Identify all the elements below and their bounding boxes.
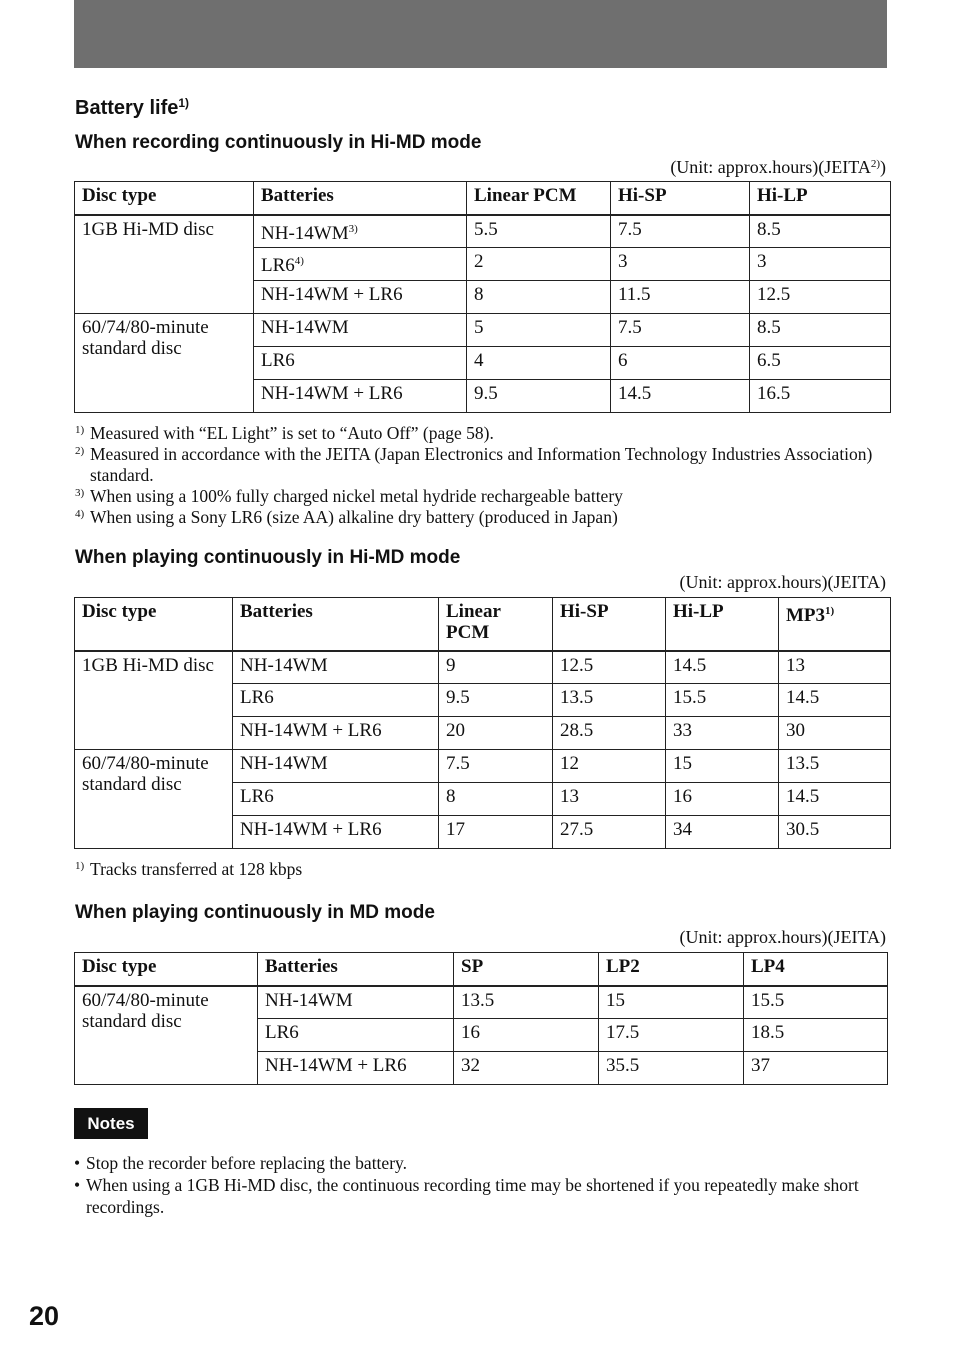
battery-cell: LR6 [254,347,467,380]
value-cell: 7.5 [611,314,750,347]
playing-md-unit: (Unit: approx.hours)(JEITA) [679,927,886,947]
value-cell: 12.5 [750,281,891,314]
section-title: Battery life$^{1)}$ [75,96,190,119]
battery-cell: NH-14WM$^{3)}$ [254,215,467,248]
column-header: Linear PCM [467,182,611,215]
value-cell: 14.5 [611,380,750,413]
recording-hi-md-unit: (Unit: approx.hours)(JEITA$^{2)}$) [670,157,886,177]
column-header: Hi-LP [750,182,891,215]
notes-label: Notes [74,1108,148,1139]
disc-type-cell: 60/74/80-minute standard disc [75,314,254,413]
footnote [75,486,875,507]
footnote-text: When using a 100% fully charged nickel metal hydride rechargeable battery [90,486,623,506]
playing-hi-md-table [74,597,891,849]
value-cell: 7.5 [611,215,750,248]
column-header: SP [454,953,599,986]
value-cell: 15.5 [744,986,888,1019]
disc-type-cell: 1GB Hi-MD disc [75,651,233,750]
value-cell: 8.5 [750,314,891,347]
column-header: Batteries [258,953,454,986]
battery-cell: NH-14WM + LR6 [254,281,467,314]
header-bar [74,0,887,68]
table-header-row [75,182,891,215]
value-cell: 16 [454,1019,599,1052]
playing-hi-md-footnotes [75,859,875,880]
battery-cell: LR6$^{4)}$ [254,248,467,281]
note-item: • When using a 1GB Hi-MD disc, the continuous recording time may be shortened if you repeatedly make short recordings. [74,1175,859,1217]
disc-type-cell: 60/74/80-minute standard disc [75,750,233,849]
value-cell: 9.5 [439,684,553,717]
battery-cell: LR6 [233,783,439,816]
value-cell: 12 [553,750,666,783]
column-header: Disc type [75,182,254,215]
value-cell: 7.5 [439,750,553,783]
column-header: LP2 [599,953,744,986]
battery-cell: NH-14WM + LR6 [254,380,467,413]
column-header: Batteries [233,598,439,651]
recording-hi-md-table [74,181,891,413]
value-cell: 14.5 [666,651,779,684]
battery-cell: LR6 [233,684,439,717]
value-cell: 9.5 [467,380,611,413]
table-row [75,215,891,248]
value-cell: 12.5 [553,651,666,684]
playing-hi-md-heading: When playing continuously in Hi-MD mode [75,547,461,568]
footnote-mark: 3) [75,487,85,499]
footnote [75,423,875,444]
footnote [75,507,875,528]
value-cell: 2 [467,248,611,281]
value-cell: 20 [439,717,553,750]
recording-hi-md-footnotes [75,423,875,528]
value-cell: 37 [744,1052,888,1085]
battery-cell: NH-14WM + LR6 [258,1052,454,1085]
value-cell: 13.5 [553,684,666,717]
value-cell: 9 [439,651,553,684]
playing-md-heading: When playing continuously in MD mode [75,902,435,923]
recording-hi-md-heading: When recording continuously in Hi-MD mode [75,132,482,153]
value-cell: 13 [779,651,891,684]
column-header: LP4 [744,953,888,986]
value-cell: 13.5 [779,750,891,783]
playing-hi-md-unit: (Unit: approx.hours)(JEITA) [679,572,886,592]
value-cell: 17.5 [599,1019,744,1052]
column-header: Hi-LP [666,598,779,651]
table-header-row [75,598,891,651]
footnote-mark: 4) [75,508,85,520]
battery-cell: NH-14WM [233,750,439,783]
column-header: Linear PCM [439,598,553,651]
value-cell: 30.5 [779,816,891,849]
column-header: Hi-SP [611,182,750,215]
value-cell: 6.5 [750,347,891,380]
value-cell: 27.5 [553,816,666,849]
value-cell: 5.5 [467,215,611,248]
battery-cell: NH-14WM [233,651,439,684]
value-cell: 13.5 [454,986,599,1019]
note-item: • Stop the recorder before replacing the battery. [74,1153,408,1173]
footnote-mark: 2) [75,445,85,457]
value-cell: 35.5 [599,1052,744,1085]
column-header: Batteries [254,182,467,215]
value-cell: 32 [454,1052,599,1085]
value-cell: 15 [666,750,779,783]
disc-type-cell: 60/74/80-minute standard disc [75,986,258,1085]
bullet-icon: • [74,1153,81,1173]
value-cell: 8.5 [750,215,891,248]
value-cell: 34 [666,816,779,849]
footnote-text: When using a Sony LR6 (size AA) alkaline dry battery (produced in Japan) [90,507,618,527]
value-cell: 8 [467,281,611,314]
page-number: 20 [29,1301,60,1331]
value-cell: 28.5 [553,717,666,750]
column-header: MP3$^{1)}$ [779,598,891,651]
footnote-mark: 1) [75,424,85,436]
value-cell: 14.5 [779,684,891,717]
column-header: Hi-SP [553,598,666,651]
footnote [75,444,875,486]
battery-cell: LR6 [258,1019,454,1052]
table-row [75,651,891,684]
value-cell: 11.5 [611,281,750,314]
value-cell: 3 [750,248,891,281]
value-cell: 4 [467,347,611,380]
battery-cell: NH-14WM [254,314,467,347]
value-cell: 33 [666,717,779,750]
bullet-icon: • [74,1175,81,1195]
battery-cell: NH-14WM + LR6 [233,717,439,750]
value-cell: 16 [666,783,779,816]
value-cell: 16.5 [750,380,891,413]
footnote-text: Measured with “EL Light” is set to “Auto Off” (page 58). [90,423,494,443]
footnote-text: Measured in accordance with the JEITA (Japan Electronics and Information Technology Industries Association) standard. [90,444,873,485]
table-header-row [75,953,888,986]
value-cell: 15 [599,986,744,1019]
footnote-mark: 1) [75,860,85,872]
table-row [75,314,891,347]
battery-cell: NH-14WM [258,986,454,1019]
value-cell: 13 [553,783,666,816]
value-cell: 30 [779,717,891,750]
value-cell: 8 [439,783,553,816]
value-cell: 18.5 [744,1019,888,1052]
table-row [75,750,891,783]
value-cell: 17 [439,816,553,849]
table-row [75,986,888,1019]
column-header: Disc type [75,953,258,986]
value-cell: 15.5 [666,684,779,717]
column-header: Disc type [75,598,233,651]
footnote-text: Tracks transferred at 128 kbps [90,859,303,879]
playing-md-table [74,952,888,1085]
value-cell: 3 [611,248,750,281]
battery-cell: NH-14WM + LR6 [233,816,439,849]
value-cell: 6 [611,347,750,380]
notes-list [74,1152,874,1218]
value-cell: 14.5 [779,783,891,816]
disc-type-cell: 1GB Hi-MD disc [75,215,254,314]
value-cell: 5 [467,314,611,347]
footnote [75,859,875,880]
